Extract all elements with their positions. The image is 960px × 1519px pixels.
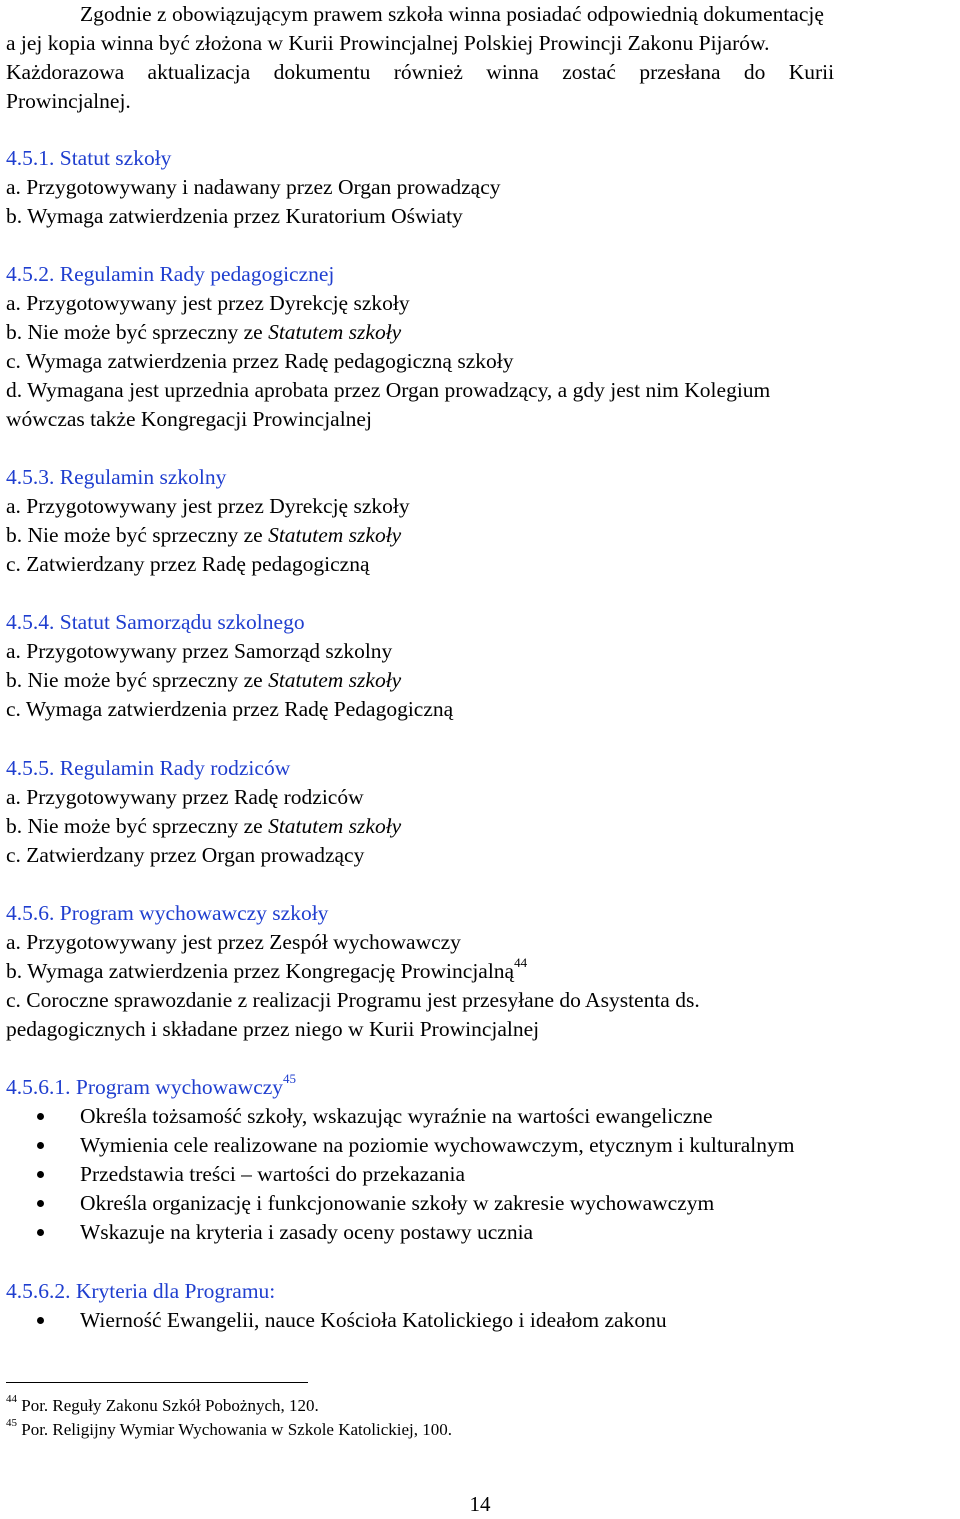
section-4-5-6-1 <box>6 1070 956 1247</box>
list-item-continuation: pedagogicznych i składane przez niego w Kurii Prowincjalnej <box>6 1017 540 1041</box>
footnote <box>6 1418 906 1442</box>
list-item-text: b. Nie może być sprzeczny ze <box>6 668 269 692</box>
section-4-5-1 <box>6 144 956 231</box>
statute-reference: Statutem szkoły <box>268 668 402 692</box>
list-item: c. Zatwierdzany przez Organ prowadzący <box>6 843 365 867</box>
bullet-icon <box>37 1171 44 1178</box>
section-heading: 4.5.5. Regulamin Rady rodziców <box>6 756 291 780</box>
bullet-item <box>6 1189 956 1218</box>
list-item: a. Przygotowywany jest przez Zespół wychowawczy <box>6 930 461 954</box>
bullet-text: Określa tożsamość szkoły, wskazując wyraźnie na wartości ewangeliczne <box>80 1104 713 1128</box>
section-4-5-5 <box>6 754 956 870</box>
section-heading: 4.5.4. Statut Samorządu szkolnego <box>6 610 305 634</box>
list-item-text: b. Nie może być sprzeczny ze <box>6 523 269 547</box>
bullet-list <box>6 1102 956 1247</box>
footnote-text: Por. Religijny Wymiar Wychowania w Szkole Katolickiej, 100. <box>17 1420 453 1439</box>
list-item <box>6 666 956 695</box>
section-4-5-6-2 <box>6 1277 956 1335</box>
section-heading: 4.5.6.2. Kryteria dla Programu: <box>6 1279 276 1303</box>
page-number: 14 <box>469 1492 491 1516</box>
bullet-list <box>6 1306 956 1335</box>
bullet-icon <box>37 1113 44 1120</box>
section-heading: 4.5.6. Program wychowawczy szkoły <box>6 901 329 925</box>
list-item: a. Przygotowywany i nadawany przez Organ prowadzący <box>6 175 501 199</box>
bullet-icon <box>37 1142 44 1149</box>
list-item-text: b. Nie może być sprzeczny ze <box>6 320 269 344</box>
list-item-continuation: wówczas także Kongregacji Prowincjalnej <box>6 407 372 431</box>
list-item: c. Wymaga zatwierdzenia przez Radę pedagogiczną szkoły <box>6 349 514 373</box>
list-item: a. Przygotowywany przez Samorząd szkolny <box>6 639 393 663</box>
bullet-text: Określa organizację i funkcjonowanie szkoły w zakresie wychowawczym <box>80 1191 715 1215</box>
bullet-text: Przedstawia treści – wartości do przekazania <box>80 1162 466 1186</box>
list-item <box>6 318 956 347</box>
intro-line: Zgodnie z obowiązującym prawem szkoła winna posiadać odpowiednią dokumentację <box>80 2 824 26</box>
bullet-item <box>6 1102 956 1131</box>
statute-reference: Statutem szkoły <box>268 523 402 547</box>
section-heading: 4.5.3. Regulamin szkolny <box>6 465 227 489</box>
footnote-number: 44 <box>6 1393 17 1406</box>
footnote <box>6 1394 906 1418</box>
section-4-5-6 <box>6 899 956 1044</box>
section-heading <box>6 1070 956 1102</box>
bullet-icon <box>37 1200 44 1207</box>
list-item: a. Przygotowywany jest przez Dyrekcję szkoły <box>6 494 410 518</box>
list-item <box>6 954 956 986</box>
bullet-icon <box>37 1317 44 1324</box>
bullet-text: Wierność Ewangelii, nauce Kościoła Katolickiego i ideałom zakonu <box>80 1308 667 1332</box>
list-item <box>6 812 956 841</box>
footnote-ref[interactable]: 44 <box>514 954 528 970</box>
list-item <box>6 521 956 550</box>
intro-line: Prowincjalnej. <box>6 89 131 113</box>
list-item: a. Przygotowywany jest przez Dyrekcję szkoły <box>6 291 410 315</box>
footnote-text: Por. Reguły Zakonu Szkół Pobożnych, 120. <box>17 1396 319 1415</box>
bullet-item <box>6 1131 956 1160</box>
list-item: a. Przygotowywany przez Radę rodziców <box>6 785 364 809</box>
statute-reference: Statutem szkoły <box>268 320 402 344</box>
footnote-ref[interactable]: 45 <box>283 1070 297 1086</box>
bullet-icon <box>37 1229 44 1236</box>
list-item: c. Coroczne sprawozdanie z realizacji Programu jest przesyłane do Asystenta ds. <box>6 988 700 1012</box>
bullet-item <box>6 1160 956 1189</box>
list-item-text: b. Wymaga zatwierdzenia przez Kongregację Prowincjalną <box>6 959 515 983</box>
section-4-5-3 <box>6 463 956 579</box>
list-item: b. Wymaga zatwierdzenia przez Kuratorium Oświaty <box>6 204 463 228</box>
intro-line: Każdorazowa aktualizacja dokumentu również winna zostać przesłana do Kurii <box>6 60 835 84</box>
list-item: c. Zatwierdzany przez Radę pedagogiczną <box>6 552 370 576</box>
section-heading-text: 4.5.6.1. Program wychowawczy <box>6 1075 284 1099</box>
footnote-number: 45 <box>6 1417 17 1430</box>
statute-reference: Statutem szkoły <box>268 814 402 838</box>
intro-line: a jej kopia winna być złożona w Kurii Prowincjalnej Polskiej Prowincji Zakonu Pijarów. <box>6 31 770 55</box>
section-heading: 4.5.2. Regulamin Rady pedagogicznej <box>6 262 335 286</box>
bullet-text: Wskazuje na kryteria i zasady oceny postawy ucznia <box>80 1220 534 1244</box>
list-item: c. Wymaga zatwierdzenia przez Radę Pedagogiczną <box>6 697 454 721</box>
list-item-text: b. Nie może być sprzeczny ze <box>6 814 269 838</box>
list-item: d. Wymagana jest uprzednia aprobata przez Organ prowadzący, a gdy jest nim Kolegium <box>6 378 771 402</box>
section-heading: 4.5.1. Statut szkoły <box>6 146 172 170</box>
section-4-5-2 <box>6 260 956 434</box>
bullet-item <box>6 1306 956 1335</box>
intro-paragraph <box>6 0 956 116</box>
bullet-item <box>6 1218 956 1247</box>
footnote-divider <box>6 1382 308 1383</box>
section-4-5-4 <box>6 608 956 724</box>
bullet-text: Wymienia cele realizowane na poziomie wychowawczym, etycznym i kulturalnym <box>80 1133 795 1157</box>
